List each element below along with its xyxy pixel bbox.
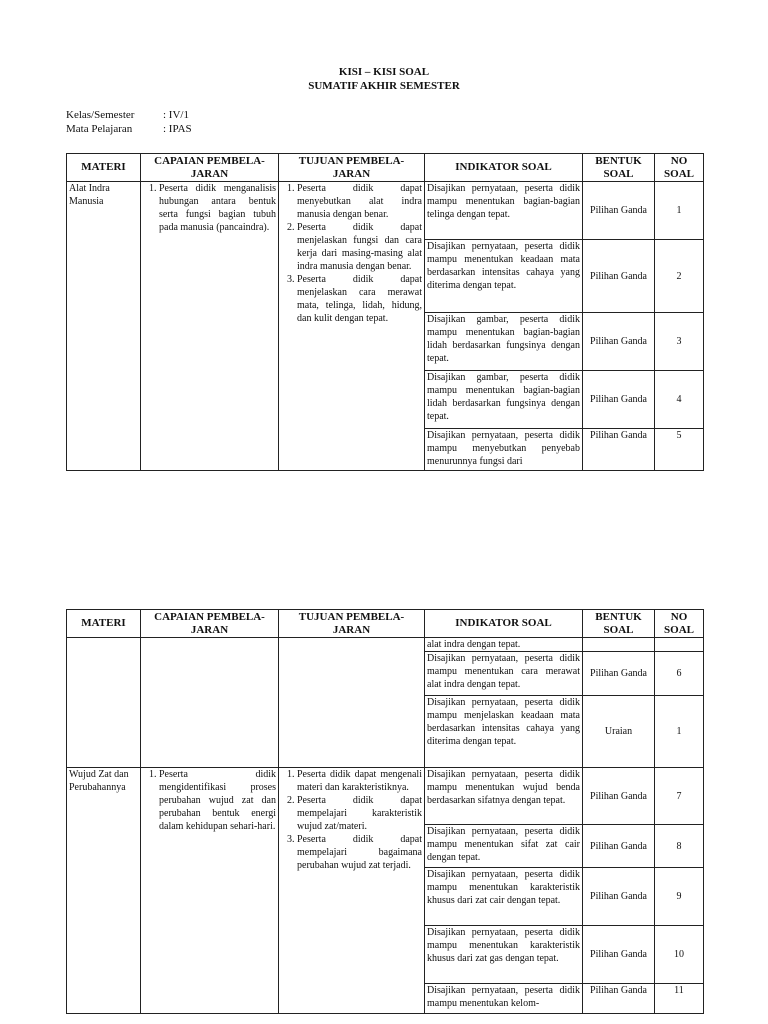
indikator-cell: Disajikan pernyataan, peserta didik mampu menentukan kelom- [425,984,583,1014]
tujuan-cell: 1. Peserta didik dapat menyebutkan alat indra manusia dengan benar. 2. Peserta didik dapat menjelaskan fungsi dan cara kerja dari masing-masing alat indra manusia dengan benar. 3. Peserta didik dapat menjelaskan cara merawat mata, telinga, lidah, hidung, dan kulit dengan tepat. [279,182,425,471]
no-cell: 10 [655,926,704,984]
document-title: KISI – KISI SOAL [338,66,430,78]
no-cell: 11 [655,984,704,1014]
mapel-value: : IPAS [163,123,192,135]
kelas-label: Kelas/Semester [66,109,135,121]
no-cell: 1 [655,182,704,240]
table-header-row [67,154,704,182]
bentuk-cell: Pilihan Ganda [583,182,655,240]
tujuan-cell: 1. Peserta didik dapat mengenali materi dan karakteristiknya. 2. Peserta didik dapat mempelajari karakteristik wujud zat/materi. 3. Peserta didik dapat mempelajari bagaimana perubahan wujud zat terjadi. [279,768,425,1014]
header-bentuk: BENTUK SOAL [583,610,655,638]
bentuk-cell: Pilihan Ganda [583,868,655,926]
indikator-continued-cell: alat indra dengan tepat. [425,638,583,652]
materi-cell: Alat Indra Manusia [67,182,141,471]
header-tujuan: TUJUAN PEMBELA- JARAN [279,154,425,182]
header-capaian: CAPAIAN PEMBELA- JARAN [141,154,279,182]
table-row [67,768,704,825]
bentuk-cell: Pilihan Ganda [583,825,655,868]
header-bentuk: BENTUK SOAL [583,154,655,182]
header-no: NO SOAL [655,154,704,182]
materi-cell [67,638,141,768]
bentuk-cell: Pilihan Ganda [583,926,655,984]
kisi-table-page-2 [66,609,704,1014]
indikator-cell: Disajikan pernyataan, peserta didik mampu menentukan keadaan mata berdasarkan intensitas cahaya yang diterima dengan tepat. [425,240,583,313]
indikator-cell: Disajikan gambar, peserta didik mampu menentukan bagian-bagian lidah berdasarkan fungsinya dengan tepat. [425,371,583,429]
header-capaian: CAPAIAN PEMBELA- JARAN [141,610,279,638]
tujuan-cell [279,638,425,768]
no-cell: 7 [655,768,704,825]
bentuk-cell: Pilihan Ganda [583,313,655,371]
table-row [67,638,704,652]
no-cell: 9 [655,868,704,926]
header-materi: MATERI [67,154,141,182]
indikator-cell: Disajikan pernyataan, peserta didik mampu menentukan karakteristik khusus dari zat cair dengan tepat. [425,868,583,926]
bentuk-cell: Pilihan Ganda [583,240,655,313]
table-header-row [67,610,704,638]
header-tujuan: TUJUAN PEMBELA- JARAN [279,610,425,638]
no-cell: 1 [655,696,704,768]
indikator-cell: Disajikan gambar, peserta didik mampu menentukan bagian-bagian lidah berdasarkan fungsinya dengan tepat. [425,313,583,371]
header-indikator: INDIKATOR SOAL [425,610,583,638]
capaian-cell: 1. Peserta didik menganalisis hubungan antara bentuk serta fungsi bagian tubuh pada manusia (pancaindra). [141,182,279,471]
capaian-cell [141,638,279,768]
bentuk-cell: Uraian [583,696,655,768]
bentuk-cell: Pilihan Ganda [583,371,655,429]
header-indikator: INDIKATOR SOAL [425,154,583,182]
indikator-cell: Disajikan pernyataan, peserta didik mampu menentukan cara merawat alat indra dengan tepat. [425,652,583,696]
mapel-label: Mata Pelajaran [66,123,133,135]
document-subtitle: SUMATIF AKHIR SEMESTER [308,80,460,92]
indikator-cell: Disajikan pernyataan, peserta didik mampu menentukan bagian-bagian telinga dengan tepat. [425,182,583,240]
indikator-cell: Disajikan pernyataan, peserta didik mampu menentukan sifat zat cair dengan tepat. [425,825,583,868]
no-cell: 4 [655,371,704,429]
indikator-cell: Disajikan pernyataan, peserta didik mampu menyebutkan penyebab menurunnya fungsi dari [425,429,583,471]
no-cell: 3 [655,313,704,371]
no-cell: 8 [655,825,704,868]
table-row [67,182,704,240]
indikator-cell: Disajikan pernyataan, peserta didik mampu menentukan karakteristik khusus dari zat gas dengan tepat. [425,926,583,984]
no-cell: 2 [655,240,704,313]
no-cell: 6 [655,652,704,696]
bentuk-cell [583,638,655,652]
bentuk-cell: Pilihan Ganda [583,984,655,1014]
bentuk-cell: Pilihan Ganda [583,768,655,825]
kisi-table-page-1 [66,153,704,471]
materi-cell: Wujud Zat dan Perubahannya [67,768,141,1014]
kelas-value: : IV/1 [163,109,189,121]
indikator-cell: Disajikan pernyataan, peserta didik mampu menjelaskan keadaan mata berdasarkan intensitas cahaya yang diterima dengan tepat. [425,696,583,768]
indikator-cell: Disajikan pernyataan, peserta didik mampu menentukan wujud benda berdasarkan sifatnya dengan tepat. [425,768,583,825]
header-no: NO SOAL [655,610,704,638]
no-cell: 5 [655,429,704,471]
header-materi: MATERI [67,610,141,638]
bentuk-cell: Pilihan Ganda [583,652,655,696]
bentuk-cell: Pilihan Ganda [583,429,655,471]
no-cell [655,638,704,652]
capaian-cell: 1. Peserta didik mengidentifikasi proses perubahan wujud zat dan perubahan bentuk energi dalam kehidupan sehari-hari. [141,768,279,1014]
